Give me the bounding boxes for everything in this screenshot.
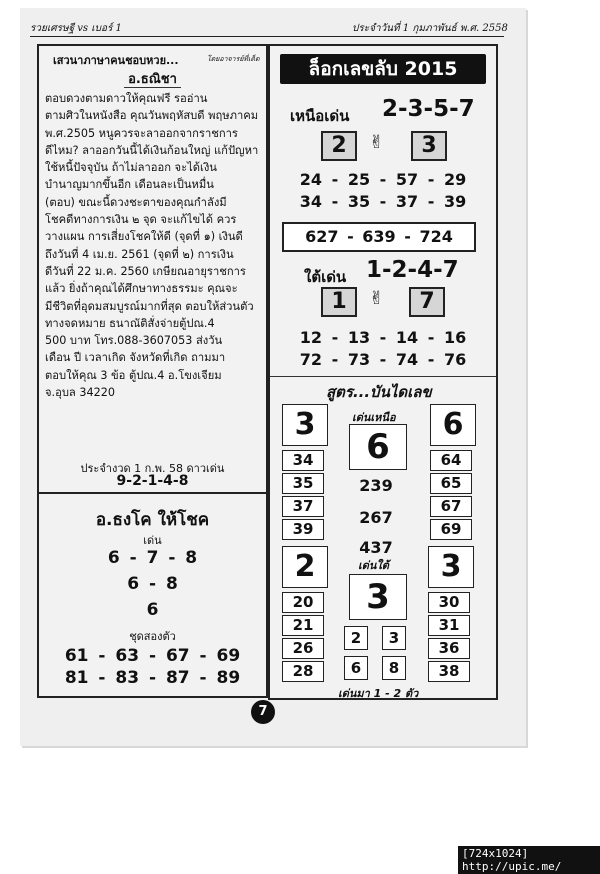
- column-body-text: [45, 90, 262, 401]
- col-c-cell: 28: [282, 661, 324, 682]
- header-rule: [30, 36, 504, 37]
- col-d-cell: 30: [428, 592, 470, 613]
- small-grid-cell: 3: [382, 626, 406, 650]
- col-d-cell: 36: [428, 638, 470, 659]
- body-line: ตอบดวงตามดาวให้คุณฟรี รออ่าน: [45, 92, 208, 105]
- col-b-cell: 69: [430, 519, 472, 540]
- body-line: ทางจดหมาย ธนาณัติสั่งจ่ายตู้ปณ.4: [45, 316, 215, 330]
- col-b-cell: 67: [430, 496, 472, 517]
- draw-label: ประจำงวด 1 ก.พ. 58 ดาวเด่น: [80, 462, 225, 475]
- body-line: ใช้หนี้ปัจจุบัน ถ้าไม่ลาออก จะได้เงิน: [45, 161, 217, 175]
- victory-hand-icon-2: ✌: [369, 288, 385, 309]
- small-grid-cell: 6: [344, 656, 368, 680]
- upper-box-b: 3: [411, 131, 447, 161]
- page-number: 7: [251, 700, 275, 724]
- body-line: 500 บาท โทร.088-3607053 ส่งวัน: [45, 334, 223, 348]
- body-line: เดือน ปี เวลาเกิด จังหวัดที่เกิด ถามมา: [45, 351, 226, 365]
- col-c-cell: 20: [282, 592, 324, 613]
- body-line: ถึงวันที่ 4 เม.ย. 2561 (จุดที่ ๒) การเงิน: [45, 247, 234, 261]
- lead-label: เด่น: [143, 534, 162, 547]
- body-line: จ.อุบล 34220: [45, 386, 115, 400]
- lower-row-1: 12 - 13 - 14 - 16: [299, 328, 467, 347]
- upper-label: เหนือเด่น: [290, 107, 350, 125]
- column-byline: โดยอาจารย์ที่เด็ด: [207, 55, 260, 63]
- pairs-line-2: 81 - 83 - 87 - 89: [64, 668, 241, 688]
- col-a-head: 3: [282, 404, 328, 446]
- body-line: ดีไหม? ลาออกวันนี้ได้เงินก้อนใหญ่ แก้ปัญหา: [45, 143, 259, 157]
- body-line: แล้ว ยิ่งถ้าคุณได้ศึกษาทางธรรมะ คุณจะ: [45, 282, 238, 296]
- body-line: บำนาญมากขึ้นอีก เดือนละเป็นหมื่น: [45, 178, 214, 192]
- body-line: พ.ศ.2505 หนูควรจะลาออกจากราชการ: [45, 126, 238, 140]
- column-author: อ.ธณิชา: [39, 68, 266, 89]
- col-c-cell: 21: [282, 615, 324, 636]
- body-line: ตอบให้คุณ 3 ข้อ ตู้ปณ.4 อ.โขงเจียม: [45, 368, 222, 382]
- section-divider: [270, 376, 496, 377]
- col-a-cell: 34: [282, 450, 324, 471]
- col-d-cell: 38: [428, 661, 470, 682]
- body-line: วางแผน การเสี่ยงโชคให้ดี (จุดที่ ๑) เงินดี: [45, 230, 243, 244]
- body-line: (ตอบ) ขณะนี้ดวงชะตาของคุณกำลังมี: [45, 195, 227, 209]
- lock-numbers-title: ล็อกเลขลับ 2015: [280, 54, 486, 84]
- col-b-cell: 65: [430, 473, 472, 494]
- formula-title: สูตร...บันไดเลข: [326, 383, 432, 401]
- pairs-label: ชุดสองตัว: [129, 630, 176, 643]
- lock-numbers-panel: [268, 44, 498, 700]
- three-digit-box: 627 - 639 - 724: [282, 222, 476, 252]
- mid-number: 267: [359, 508, 393, 527]
- header-issue-date: ประจำวันที่ 1 กุมภาพันธ์ พ.ศ. 2558: [352, 23, 508, 34]
- upper-lead-number: 6: [349, 424, 407, 470]
- victory-hand-icon: ✌: [369, 132, 385, 153]
- column-q-and-a: [37, 44, 268, 494]
- lower-lead-number: 3: [349, 574, 407, 620]
- col-a-cell: 37: [282, 496, 324, 517]
- lower-box-a: 1: [321, 287, 357, 317]
- col-c-cell: 26: [282, 638, 324, 659]
- lead-line-1: 6 - 7 - 8: [107, 548, 198, 568]
- watermark-link[interactable]: [724x1024] http://upic.me/: [458, 846, 600, 874]
- lower-row-2: 72 - 73 - 74 - 76: [299, 350, 467, 369]
- lower-label: ใต้เด่น: [304, 268, 347, 286]
- lower-lead-label: เด่นใต้: [358, 559, 389, 572]
- tip-panel-title: อ.ธงโค ให้โชค: [95, 510, 210, 530]
- upper-row-2: 34 - 35 - 37 - 39: [299, 192, 467, 211]
- upper-row-1: 24 - 25 - 57 - 29: [299, 170, 467, 189]
- formula-footer-note: เด่นมา 1 - 2 ตัว: [338, 687, 419, 700]
- body-line: ตามศิวในหนังสือ คุณวันพฤหัสบดี พฤษภาคม: [45, 109, 259, 123]
- body-line: โชคดีทางการเงิน ๒ จุด จะแก้ไขได้ ควร: [45, 213, 237, 227]
- upper-lead-label: เด่นเหนือ: [352, 411, 396, 424]
- draw-result: 9-2-1-4-8: [116, 473, 189, 489]
- header-magazine-name: รวยเศรษฐี vs เบอร์ 1: [30, 23, 122, 34]
- small-grid-cell: 8: [382, 656, 406, 680]
- upper-digits: 2-3-5-7: [382, 96, 475, 122]
- col-c-head: 2: [282, 546, 328, 588]
- mid-number: 239: [359, 476, 393, 495]
- body-line: มีชีวิตที่อุดมสมบูรณ์มากที่สุด ตอบให้ส่วนตัว: [45, 299, 254, 313]
- lead-line-2: 6 - 8: [127, 574, 178, 594]
- lower-digits: 1-2-4-7: [366, 257, 459, 283]
- col-a-cell: 39: [282, 519, 324, 540]
- small-grid-cell: 2: [344, 626, 368, 650]
- col-a-cell: 35: [282, 473, 324, 494]
- lower-box-b: 7: [409, 287, 445, 317]
- col-d-head: 3: [428, 546, 474, 588]
- col-b-head: 6: [430, 404, 476, 446]
- tip-panel-thongko: [37, 492, 268, 698]
- column-title: เสวนาภาษาคนชอบหวย...: [53, 54, 179, 67]
- upper-box-a: 2: [321, 131, 357, 161]
- pairs-line-1: 61 - 63 - 67 - 69: [64, 646, 241, 666]
- lead-line-3: 6: [146, 600, 159, 620]
- body-line: ดีวันที่ 22 ม.ค. 2560 เกษียณอายุราชการ: [45, 264, 246, 278]
- mid-number: 437: [359, 538, 393, 557]
- col-d-cell: 31: [428, 615, 470, 636]
- col-b-cell: 64: [430, 450, 472, 471]
